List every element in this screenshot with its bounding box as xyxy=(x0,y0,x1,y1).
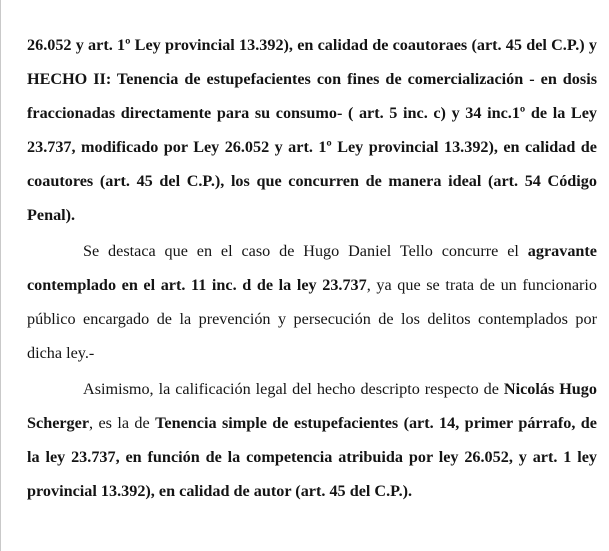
text-run: , es la de xyxy=(89,414,156,432)
document-body xyxy=(27,28,597,508)
text-run: Asimismo, la calificación legal del hecho descripto respecto de xyxy=(83,380,504,398)
text-run: , ya que se trata de un funcionario público encargado de la prevención y persecución de los delitos contemplados por dicha ley.- xyxy=(27,276,597,362)
text-run: Se destaca que en el caso de Hugo Daniel Tello concurre el xyxy=(83,242,528,260)
paragraph-calificacion-legal xyxy=(27,372,597,508)
paragraph-agravante xyxy=(27,234,597,370)
text-run-bold: agravante contemplado en el art. 11 inc. d de la ley 23.737 xyxy=(27,242,597,294)
paragraph-hecho-ii xyxy=(27,28,597,232)
text-run-bold: Tenencia simple de estupefacientes (art. 14, primer párrafo, de la ley 23.737, en función de la competencia atribuida por ley 26.052, y art. 1 ley provincial 13.392), en calidad de autor (art. 45 del C.P.). xyxy=(27,414,597,500)
text-run: 26.052 y art. 1º Ley provincial 13.392), en calidad de coautoraes (art. 45 del C.P.) y HECHO II: Tenencia de estupefacientes con fines de comercialización - en dosis fraccionadas directamente para su consumo- ( art. 5 inc. c) y 34 inc.1º de la Ley 23.737, modificado por Ley 26.052 y art. 1º Ley provincial 13.392), en calidad de coautores (art. 45 del C.P.), los que concurren de manera ideal (art. 54 Código Penal). xyxy=(27,36,597,224)
text-run-bold: Nicolás Hugo Scherger xyxy=(27,380,597,432)
